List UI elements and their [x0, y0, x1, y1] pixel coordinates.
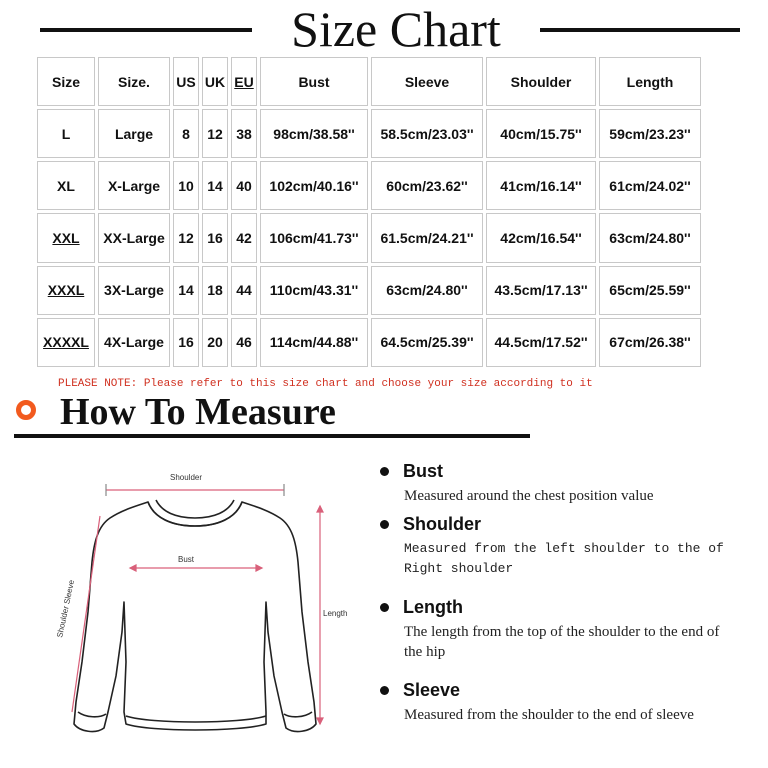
table-cell: 60cm/23.62'': [371, 161, 483, 210]
how-to-measure-title: How To Measure: [60, 391, 336, 433]
table-cell: 40cm/15.75'': [486, 109, 596, 158]
table-cell: 20: [202, 318, 228, 367]
circle-bullet-icon: [16, 400, 36, 420]
table-cell: 67cm/26.38'': [599, 318, 701, 367]
table-cell: 44: [231, 266, 257, 315]
measure-title: Shoulder: [403, 514, 482, 534]
table-cell: 46: [231, 318, 257, 367]
size-note: PLEASE NOTE: Please refer to this size chart and choose your size according to it: [58, 378, 593, 390]
table-cell: XX-Large: [98, 213, 170, 262]
table-cell: 14: [202, 161, 228, 210]
table-cell: Large: [98, 109, 170, 158]
how-to-divider: [14, 434, 530, 438]
bullet-icon: [380, 686, 389, 695]
header-cell: Size.: [98, 57, 170, 106]
table-cell: 102cm/40.16'': [260, 161, 368, 210]
header-cell: EU: [231, 57, 257, 106]
header-cell: Sleeve: [371, 57, 483, 106]
page-title: Size Chart: [291, 1, 501, 57]
table-cell: 12: [173, 213, 199, 262]
table-row: [37, 266, 701, 315]
table-cell: 110cm/43.31'': [260, 266, 368, 315]
length-label: Length: [323, 609, 348, 618]
bullet-icon: [380, 520, 389, 529]
table-cell: 14: [173, 266, 199, 315]
table-cell: 4X-Large: [98, 318, 170, 367]
bullet-icon: [380, 603, 389, 612]
table-cell: 98cm/38.58'': [260, 109, 368, 158]
table-cell: 61cm/24.02'': [599, 161, 701, 210]
measure-desc: Measured around the chest position value: [404, 488, 654, 504]
header-cell: Bust: [260, 57, 368, 106]
table-cell: XL: [37, 161, 95, 210]
table-cell: 8: [173, 109, 199, 158]
table-cell: 10: [173, 161, 199, 210]
table-cell: X-Large: [98, 161, 170, 210]
table-cell: 63cm/24.80'': [371, 266, 483, 315]
shoulder-label: Shoulder: [170, 473, 203, 482]
measure-desc: The length from the top of the shoulder to the end of the hip: [404, 624, 720, 660]
table-row: [37, 161, 701, 210]
measure-title: Length: [403, 597, 463, 617]
header-cell: US: [173, 57, 199, 106]
table-row: [37, 109, 701, 158]
bullet-icon: [380, 467, 389, 476]
table-cell: 44.5cm/17.52'': [486, 318, 596, 367]
table-cell: 16: [202, 213, 228, 262]
table-cell: 42: [231, 213, 257, 262]
table-header-row: [37, 57, 701, 106]
table-row: [37, 213, 701, 262]
table-cell: 12: [202, 109, 228, 158]
table-cell: 64.5cm/25.39'': [371, 318, 483, 367]
table-cell: 41cm/16.14'': [486, 161, 596, 210]
sweater-outline: [74, 500, 316, 731]
table-cell: 38: [231, 109, 257, 158]
table-row: [37, 318, 701, 367]
table-cell: 40: [231, 161, 257, 210]
table-cell: XXXXL: [37, 318, 95, 367]
sweater-diagram: [40, 462, 350, 752]
table-cell: 3X-Large: [98, 266, 170, 315]
header-cell: Shoulder: [486, 57, 596, 106]
measure-desc: Measured from the left shoulder to the of Right shoulder: [404, 541, 724, 576]
table-cell: XXXL: [37, 266, 95, 315]
measure-title: Sleeve: [403, 680, 461, 700]
table-cell: 61.5cm/24.21'': [371, 213, 483, 262]
table-cell: 63cm/24.80'': [599, 213, 701, 262]
sleeve-label: Shoulder Sleeve: [55, 579, 77, 639]
measure-desc: Measured from the shoulder to the end of sleeve: [404, 707, 694, 723]
title-divider-left: [40, 28, 252, 32]
header-cell: UK: [202, 57, 228, 106]
table-cell: 106cm/41.73'': [260, 213, 368, 262]
table-cell: 65cm/25.59'': [599, 266, 701, 315]
title-divider-right: [540, 28, 740, 32]
table-cell: 18: [202, 266, 228, 315]
header-cell: Length: [599, 57, 701, 106]
table-cell: 114cm/44.88'': [260, 318, 368, 367]
title-row: [0, 0, 768, 58]
table-cell: 58.5cm/23.03'': [371, 109, 483, 158]
table-cell: 59cm/23.23'': [599, 109, 701, 158]
bust-label: Bust: [178, 555, 195, 564]
header-cell: Size: [37, 57, 95, 106]
table-cell: 43.5cm/17.13'': [486, 266, 596, 315]
table-cell: XXL: [37, 213, 95, 262]
table-cell: 42cm/16.54'': [486, 213, 596, 262]
table-cell: 16: [173, 318, 199, 367]
size-chart-table: [34, 54, 704, 370]
measure-title: Bust: [403, 461, 443, 481]
table-cell: L: [37, 109, 95, 158]
